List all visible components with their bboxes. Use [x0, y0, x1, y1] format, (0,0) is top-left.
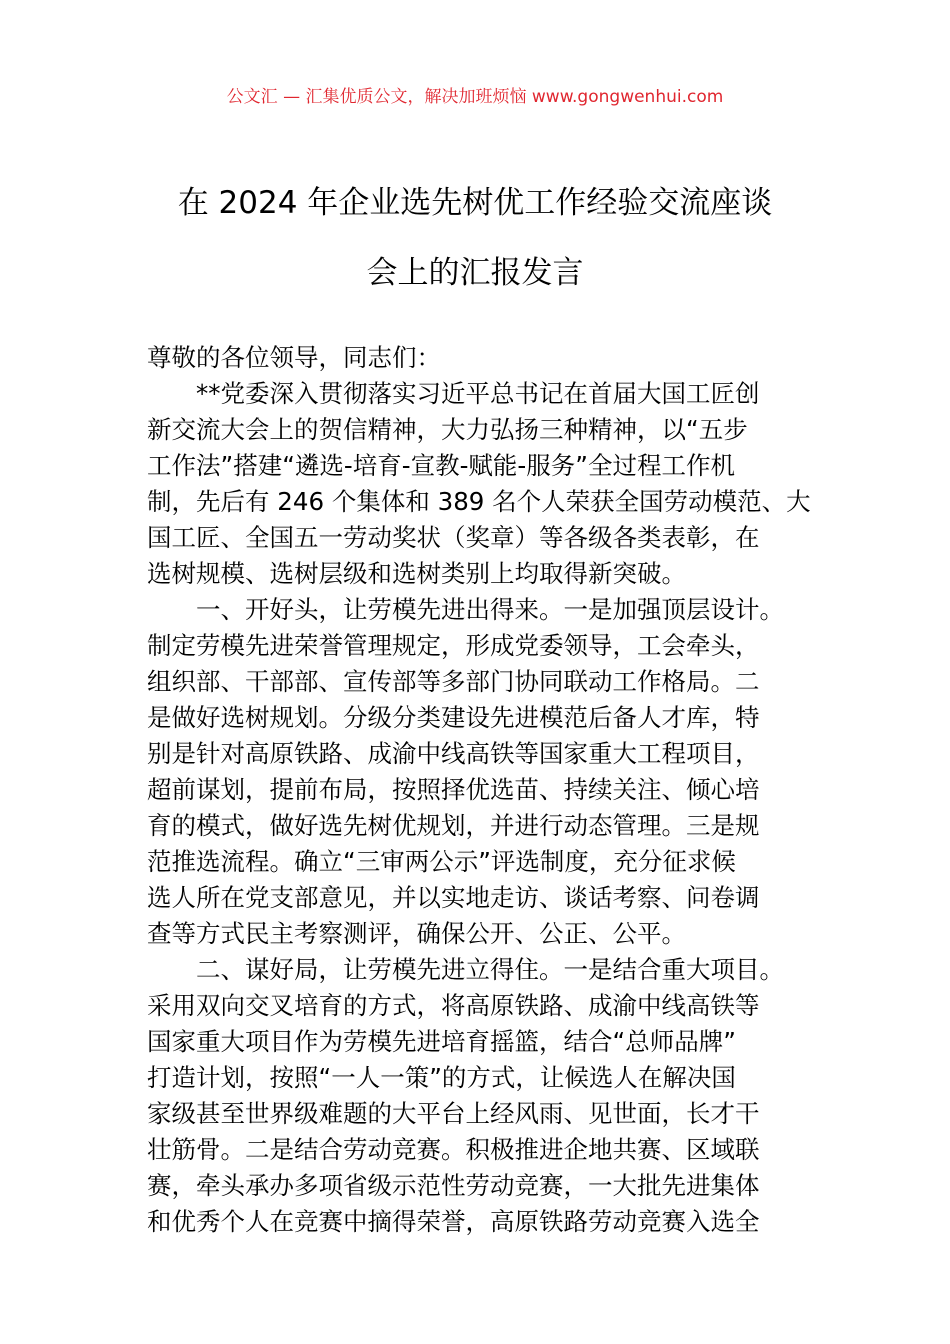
body-text-line: 打造计划，按照“一人一策”的方式，让候选人在解决国: [147, 1063, 736, 1092]
body-text-line: 二、谋好局，让劳模先进立得住。一是结合重大项目。: [196, 955, 784, 984]
document-body: [147, 340, 847, 1240]
site-banner: 公文汇 — 汇集优质公文，解决加班烦恼 www.gongwenhui.com: [226, 87, 724, 107]
body-text-line: 国工匠、全国五一劳动奖状（奖章）等各级各类表彰，在: [147, 523, 760, 552]
document-title-line-1: 在 2024 年企业选先树优工作经验交流座谈: [177, 185, 773, 221]
body-text-line: 制，先后有 246 个集体和 389 名个人荣获全国劳动模范、大: [147, 487, 811, 516]
body-text-line: 家级甚至世界级难题的大平台上经风雨、见世面，长才干: [147, 1099, 760, 1128]
body-text-line: 一、开好头，让劳模先进出得来。一是加强顶层设计。: [196, 595, 784, 624]
body-text-line: 和优秀个人在竞赛中摘得荣誉，高原铁路劳动竞赛入选全: [147, 1207, 760, 1236]
body-text-line: 壮筋骨。二是结合劳动竞赛。积极推进企地共赛、区域联: [147, 1135, 760, 1164]
body-text-line: 采用双向交叉培育的方式，将高原铁路、成渝中线高铁等: [147, 991, 760, 1020]
body-text-line: 育的模式，做好选先树优规划，并进行动态管理。三是规: [147, 811, 760, 840]
body-text-line: **党委深入贯彻落实习近平总书记在首届大国工匠创: [196, 379, 760, 408]
body-text-line: 查等方式民主考察测评，确保公开、公正、公平。: [147, 919, 686, 948]
document-title-line-2: 会上的汇报发言: [366, 255, 584, 291]
body-text-line: 范推选流程。确立“三审两公示”评选制度，充分征求候: [147, 847, 736, 876]
body-text-line: 赛，牵头承办多项省级示范性劳动竞赛，一大批先进集体: [147, 1171, 760, 1200]
body-text-line: 选树规模、选树层级和选树类别上均取得新突破。: [147, 559, 686, 588]
body-text-line: 工作法”搭建“遴选-培育-宣教-赋能-服务”全过程工作机: [147, 451, 735, 480]
body-text-line: 选人所在党支部意见，并以实地走访、谈话考察、问卷调: [147, 883, 760, 912]
body-text-line: 是做好选树规划。分级分类建设先进模范后备人才库，特: [147, 703, 760, 732]
body-text-line: 别是针对高原铁路、成渝中线高铁等国家重大工程项目，: [147, 739, 760, 768]
body-text-line: 制定劳模先进荣誉管理规定，形成党委领导，工会牵头，: [147, 631, 760, 660]
body-text-line: 超前谋划，提前布局，按照择优选苗、持续关注、倾心培: [147, 775, 760, 804]
body-text-line: 国家重大项目作为劳模先进培育摇篮，结合“总师品牌”: [147, 1027, 736, 1056]
salutation: 尊敬的各位领导，同志们：: [147, 343, 441, 372]
body-text-line: 组织部、干部部、宣传部等多部门协同联动工作格局。二: [147, 667, 760, 696]
body-text-line: 新交流大会上的贺信精神，大力弘扬三种精神，以“五步: [147, 415, 748, 444]
